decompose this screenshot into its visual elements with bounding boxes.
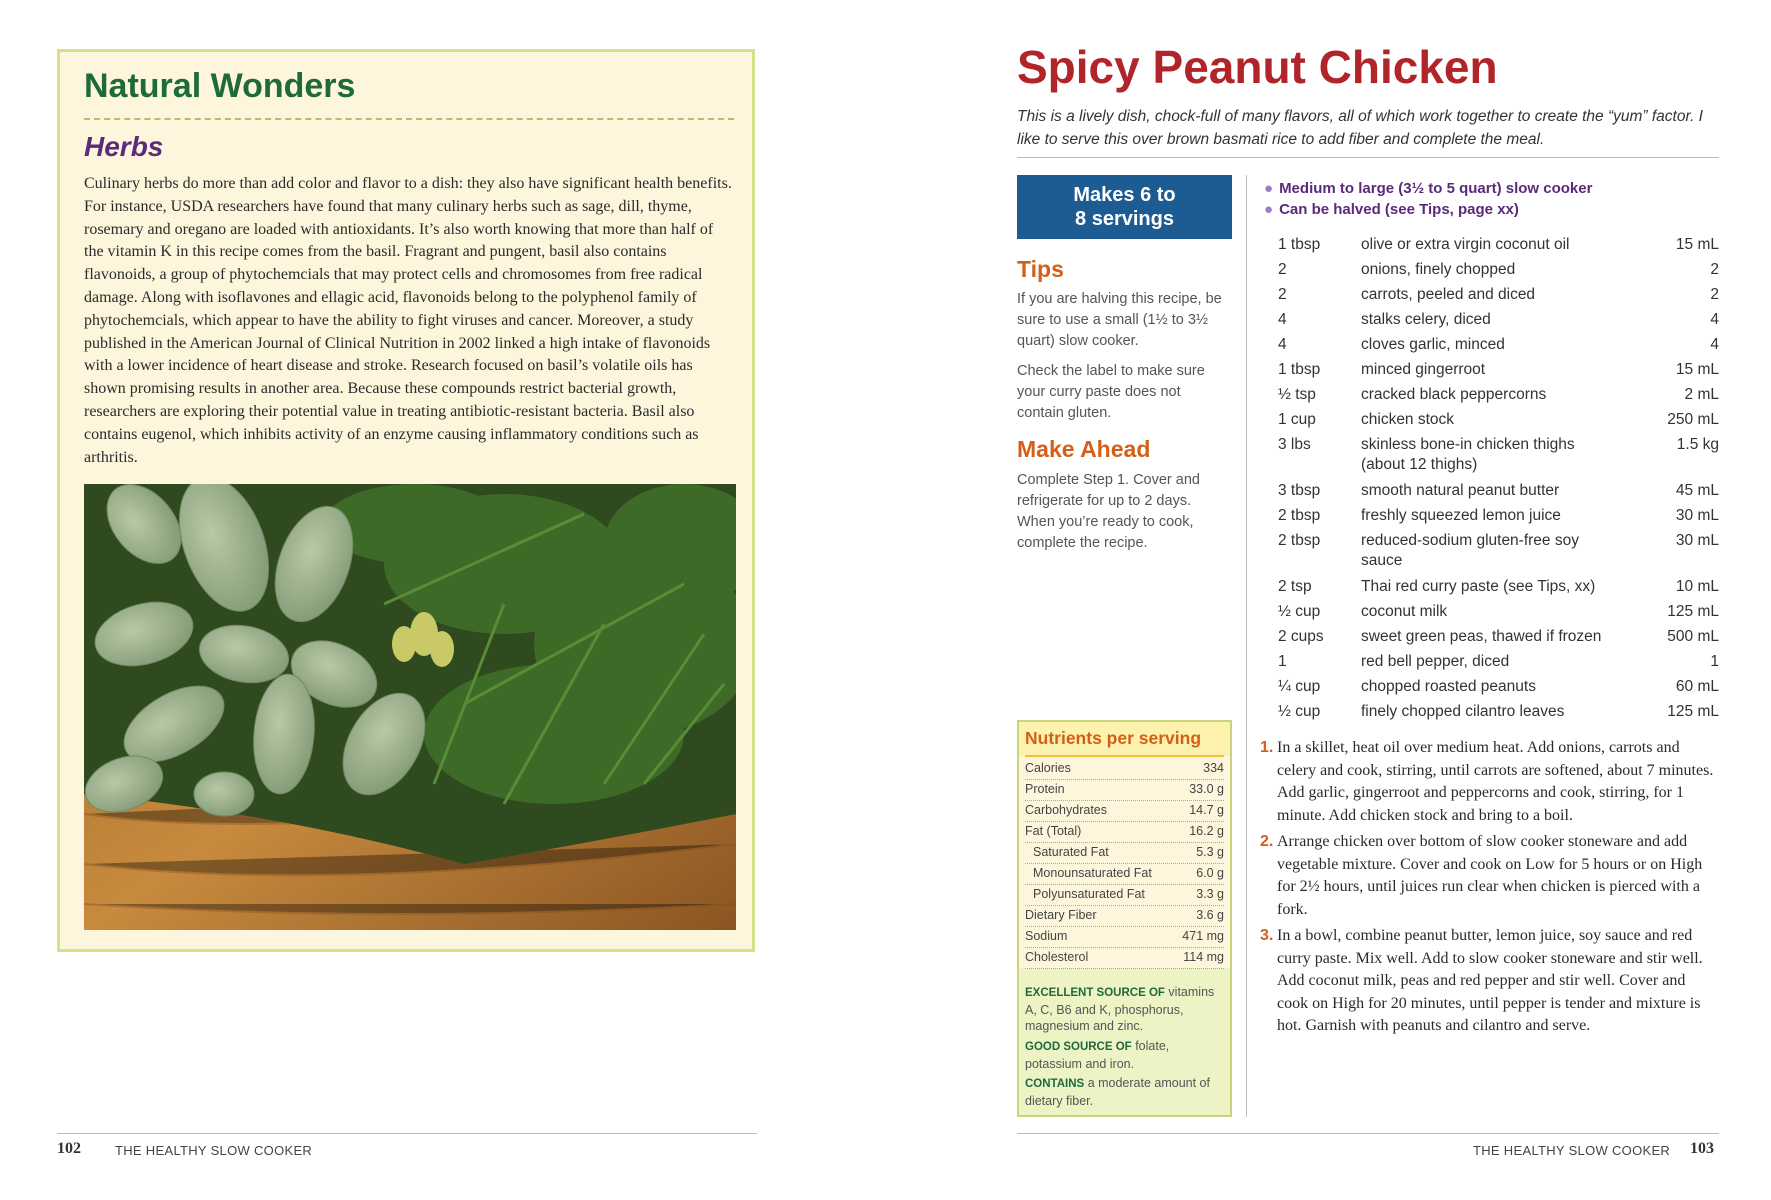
tips-heading: Tips xyxy=(1017,256,1064,282)
ingredient-qty: 2 xyxy=(1278,286,1287,303)
nutrient-value: 16.2 g xyxy=(1189,824,1224,838)
ingredient-metric: 45 mL xyxy=(1675,482,1719,499)
nutrient-value: 334 xyxy=(1203,761,1224,775)
good-source-label: GOOD SOURCE OF xyxy=(1025,1041,1132,1053)
good-source-text: folate, potassium and iron. xyxy=(1025,1039,1170,1071)
ingredient-metric: 1.5 kg xyxy=(1676,436,1719,453)
nutrient-row xyxy=(1025,758,1224,780)
nutrient-row xyxy=(1025,800,1224,822)
step-number: 2. xyxy=(1260,833,1274,850)
excellent-source-text: vitamins A, C, B6 and K, phosphorus, magnesium and zinc. xyxy=(1025,985,1215,1033)
method-step xyxy=(1260,831,1720,921)
yield-badge xyxy=(1017,175,1232,239)
ingredient-metric: 125 mL xyxy=(1667,603,1719,620)
ingredient-metric: 30 mL xyxy=(1675,507,1719,524)
equipment-text: Can be halved (see Tips, page xx) xyxy=(1279,201,1519,218)
intro-divider xyxy=(1017,157,1719,158)
nutrient-value: 3.6 g xyxy=(1196,908,1224,922)
ingredient-metric: 1 xyxy=(1710,653,1719,670)
nutrient-row xyxy=(1025,947,1224,969)
ingredient-desc: stalks celery, diced xyxy=(1361,311,1491,328)
nutrient-row xyxy=(1025,821,1224,843)
contains-note xyxy=(1025,1075,1225,1109)
nutrient-row xyxy=(1025,779,1224,801)
nutrient-row xyxy=(1025,884,1224,906)
nutrients-header-rule xyxy=(1025,755,1224,757)
ingredient-qty: 1 cup xyxy=(1278,411,1316,428)
ingredient-qty: 1 xyxy=(1278,653,1287,670)
sidebar-dashed-divider xyxy=(84,118,734,120)
ingredient-qty: ¼ cup xyxy=(1278,678,1321,695)
make-ahead-heading: Make Ahead xyxy=(1017,436,1151,462)
herbs-photo xyxy=(84,484,736,930)
yield-line-2: 8 servings xyxy=(1075,208,1174,230)
ingredient-metric: 30 mL xyxy=(1675,532,1719,549)
ingredient-desc: Thai red curry paste (see Tips, xx) xyxy=(1361,578,1596,595)
ingredient-desc: smooth natural peanut butter xyxy=(1361,482,1560,499)
nutrient-label: Fat (Total) xyxy=(1025,824,1082,838)
ingredient-metric: 250 mL xyxy=(1667,411,1719,428)
nutrient-label: Cholesterol xyxy=(1025,950,1089,964)
ingredient-qty: 2 xyxy=(1278,261,1287,278)
right-footer-rule xyxy=(1017,1133,1719,1134)
equipment-item xyxy=(1264,180,1592,197)
method-step xyxy=(1260,925,1720,1038)
nutrient-label: Saturated Fat xyxy=(1033,845,1109,859)
running-head-right: THE HEALTHY SLOW COOKER xyxy=(1473,1143,1671,1158)
nutrient-value: 14.7 g xyxy=(1189,803,1224,817)
ingredient-desc: freshly squeezed lemon juice xyxy=(1361,507,1561,524)
ingredient-qty: 3 lbs xyxy=(1278,436,1311,453)
ingredient-desc: skinless bone-in chicken thighs (about 12 thighs) xyxy=(1361,436,1575,473)
ingredient-metric: 4 xyxy=(1710,336,1719,353)
nutrient-row xyxy=(1025,842,1224,864)
tip-paragraph-2: Check the label to make sure your curry paste does not contain gluten. xyxy=(1017,363,1205,421)
recipe-title: Spicy Peanut Chicken xyxy=(1017,41,1498,93)
column-divider xyxy=(1246,175,1247,1117)
ingredient-metric: 15 mL xyxy=(1675,361,1719,378)
contains-label: CONTAINS xyxy=(1025,1078,1085,1090)
nutrients-title: Nutrients per serving xyxy=(1025,728,1202,748)
tip-paragraph-1: If you are halving this recipe, be sure to use a small (1½ to 3½ quart) slow cooker. xyxy=(1017,291,1222,349)
ingredient-desc: chopped roasted peanuts xyxy=(1361,678,1536,695)
ingredient-qty: 2 tsp xyxy=(1278,578,1312,595)
ingredient-desc: carrots, peeled and diced xyxy=(1361,286,1536,303)
nutrient-label: Sodium xyxy=(1025,929,1068,943)
ingredient-metric: 10 mL xyxy=(1675,578,1719,595)
ingredient-metric: 500 mL xyxy=(1667,628,1719,645)
ingredient-qty: 2 tbsp xyxy=(1278,532,1321,549)
excellent-source-label: EXCELLENT SOURCE OF xyxy=(1025,987,1165,999)
nutrient-label: Monounsaturated Fat xyxy=(1033,866,1152,880)
step-text: In a skillet, heat oil over medium heat. Add onions, carrots and celery and cook, stirring, until carrots are softened, about 7 minutes. Add garlic, gingerroot and peppercorns and cook, stirring, for 1 minute. Add chicken stock and bring to a boil. xyxy=(1277,739,1714,824)
ingredient-metric: 2 xyxy=(1710,286,1719,303)
ingredient-desc: coconut milk xyxy=(1361,603,1448,620)
bullet-icon: ● xyxy=(1264,180,1274,197)
ingredient-qty: 4 xyxy=(1278,336,1287,353)
ingredient-qty: ½ cup xyxy=(1278,703,1321,720)
ingredient-desc: minced gingerroot xyxy=(1361,361,1486,378)
nutrient-label: Calories xyxy=(1025,761,1071,775)
page-number-left: 102 xyxy=(57,1140,81,1157)
ingredient-metric: 60 mL xyxy=(1675,678,1719,695)
sidebar-subtitle: Herbs xyxy=(84,131,164,162)
contains-text: a moderate amount of dietary fiber. xyxy=(1025,1076,1210,1108)
equipment-item xyxy=(1264,201,1519,218)
nutrient-label: Polyunsaturated Fat xyxy=(1033,887,1145,901)
ingredient-desc: red bell pepper, diced xyxy=(1361,653,1510,670)
nutrient-value: 114 mg xyxy=(1183,950,1224,964)
ingredient-metric: 15 mL xyxy=(1675,236,1719,253)
bullet-icon: ● xyxy=(1264,201,1274,218)
nutrient-value: 5.3 g xyxy=(1196,845,1224,859)
ingredient-metric: 125 mL xyxy=(1667,703,1719,720)
nutrient-value: 3.3 g xyxy=(1196,887,1224,901)
nutrients-panel xyxy=(1017,720,1232,1117)
natural-wonders-sidebar xyxy=(57,49,755,952)
nutrient-label: Carbohydrates xyxy=(1025,803,1107,817)
equipment-text: Medium to large (3½ to 5 quart) slow cooker xyxy=(1279,180,1593,197)
nutrient-label: Dietary Fiber xyxy=(1025,908,1097,922)
ingredient-qty: 4 xyxy=(1278,311,1287,328)
make-ahead-text: Complete Step 1. Cover and refrigerate for up to 2 days. When you’re ready to cook, complete the recipe. xyxy=(1017,472,1200,551)
ingredient-qty: 1 tbsp xyxy=(1278,361,1321,378)
nutrient-row xyxy=(1025,905,1224,927)
ingredient-qty: ½ cup xyxy=(1278,603,1321,620)
method-step xyxy=(1260,737,1720,827)
ingredient-qty: 2 cups xyxy=(1278,628,1324,645)
nutrient-row xyxy=(1025,863,1224,885)
ingredient-desc: reduced-sodium gluten-free soy sauce xyxy=(1361,532,1579,569)
ingredient-desc: cracked black peppercorns xyxy=(1361,386,1547,403)
ingredient-qty: 2 tbsp xyxy=(1278,507,1321,524)
left-footer-rule xyxy=(57,1133,757,1134)
recipe-intro: This is a lively dish, chock-full of many flavors, all of which work together to create the “yum” factor. I like to serve this over brown basmati rice to add fiber and complete the meal. xyxy=(1017,108,1703,148)
nutrient-value: 6.0 g xyxy=(1196,866,1224,880)
page-number-right: 103 xyxy=(1690,1140,1714,1157)
ingredient-qty: 3 tbsp xyxy=(1278,482,1321,499)
ingredient-desc: chicken stock xyxy=(1361,411,1455,428)
yield-line-1: Makes 6 to xyxy=(1073,184,1176,206)
nutrient-row xyxy=(1025,926,1224,948)
running-head-left: THE HEALTHY SLOW COOKER xyxy=(115,1143,313,1158)
step-number: 1. xyxy=(1260,739,1274,756)
step-number: 3. xyxy=(1260,927,1274,944)
step-text: In a bowl, combine peanut butter, lemon juice, soy sauce and red curry paste. Mix well. Add to slow cooker stoneware and stir well. Add coconut milk, peas and red pepper and stir well. Cover and cook on High for 20 minutes, until pepper is tender and mixture is hot. Garnish with peanuts and cilantro and serve. xyxy=(1277,927,1703,1035)
ingredient-qty: 1 tbsp xyxy=(1278,236,1321,253)
nutrient-value: 471 mg xyxy=(1182,929,1224,943)
good-source-note xyxy=(1025,1038,1225,1072)
step-text: Arrange chicken over bottom of slow cooker stoneware and add vegetable mixture. Cover and cook on Low for 5 hours or on High for 2½ hours, until juices run clear when chicken is pierced with a fork. xyxy=(1277,833,1703,918)
ingredient-metric: 2 xyxy=(1710,261,1719,278)
ingredient-desc: onions, finely chopped xyxy=(1361,261,1516,278)
ingredient-desc: sweet green peas, thawed if frozen xyxy=(1361,628,1602,645)
ingredient-desc: cloves garlic, minced xyxy=(1361,336,1505,353)
ingredient-metric: 2 mL xyxy=(1684,386,1719,403)
excellent-source-note xyxy=(1025,984,1225,1035)
sidebar-body-text: Culinary herbs do more than add color and flavor to a dish: they also have significant health benefits. For instance, USDA researchers have found that many culinary herbs such as sage, dill, thyme, rosemary and oregano are loaded with antioxidants. It’s also worth knowing that more than half of the vitamin K in this recipe comes from the basil. Fragrant and pungent, basil also contains flavonoids, a group of phytochemcials that may protect cells and chromosomes from free radical damage. Along with isoflavones and ellagic acid, flavonoids belong to the polyphenol family of phytochemcials, which appear to have the ability to fight viruses and cancer. Moreover, a study published in the American Journal of Clinical Nutrition in 2002 linked a high intake of flavonoids with a lower incidence of heart disease and stroke. Research focused on basil’s volatile oils has shown promising results in another area. Because these compounds restrict bacterial growth, researchers are exploring their potential value in treating antibiotic-resistant bacteria. Basil also contains eugenol, which inhibits activity of an enzyme causing inflammatory conditions such as arthritis. xyxy=(84,175,732,466)
ingredient-desc: finely chopped cilantro leaves xyxy=(1361,703,1565,720)
nutrient-label: Protein xyxy=(1025,782,1065,796)
ingredient-metric: 4 xyxy=(1710,311,1719,328)
sidebar-title: Natural Wonders xyxy=(84,67,356,105)
ingredient-desc: olive or extra virgin coconut oil xyxy=(1361,236,1570,253)
ingredient-qty: ½ tsp xyxy=(1278,386,1316,403)
nutrient-value: 33.0 g xyxy=(1189,782,1224,796)
